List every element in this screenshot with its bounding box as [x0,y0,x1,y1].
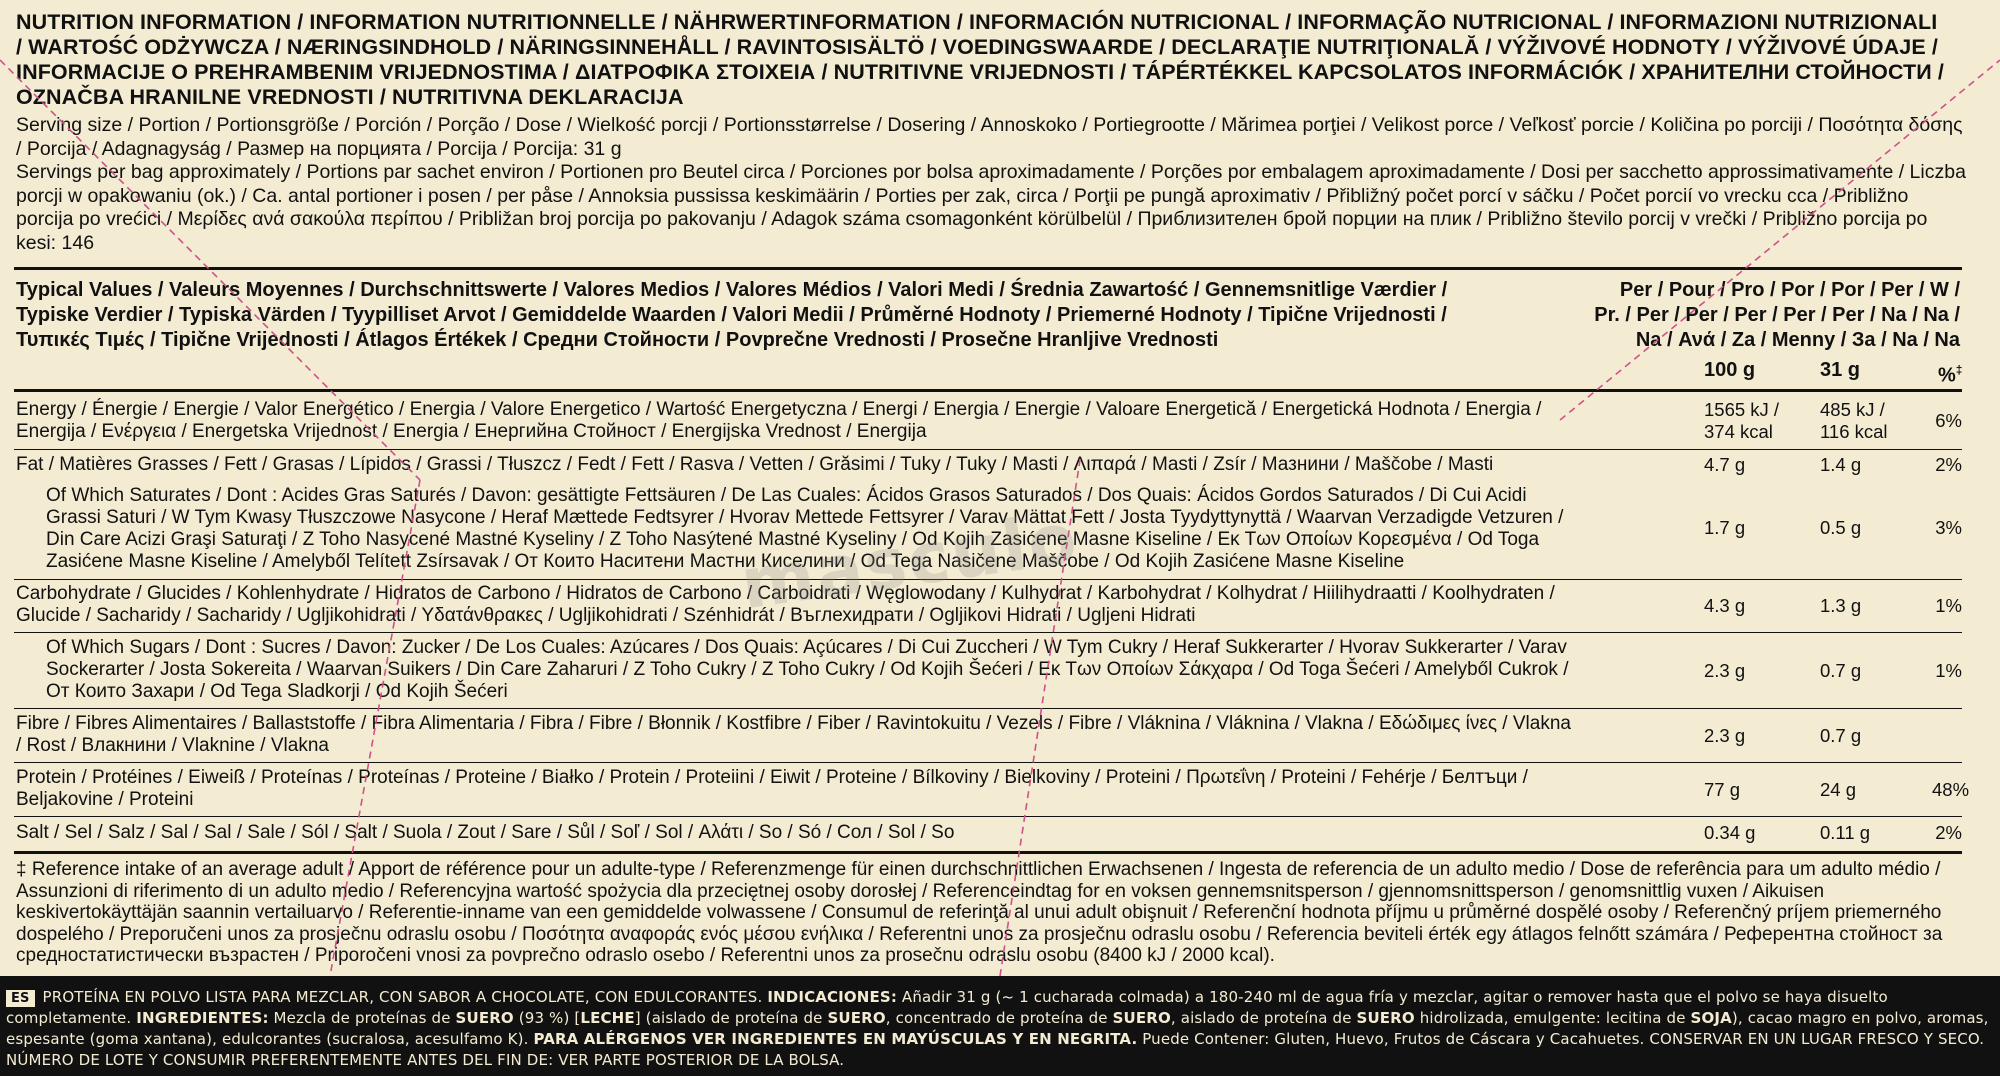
value-31g: 0.5 g [1820,517,1862,538]
value-100g: 4.3 g [1704,595,1746,616]
value-100g: 2.3 g [1704,660,1746,681]
column-header-31g: 31 g [1820,359,1861,381]
nutrient-label: Energy / Énergie / Energie / Valor Energético / Energia / Valore Energetico / Wartość Energetyczna / Energi / Energia / Energie / Valoare Energetică / Energetická Hodnota / Energia / Energija / Ενέργεια / Energetska Vrijednost / Energia / Енергийна Стойност / Energijska Vrednost / Energija [16,399,1542,442]
per-header-line3: Na / Ανά / Za / Menny / За / Na / Na [1635,329,1960,351]
value-100g: 4.7 g [1704,454,1746,475]
value-ri: 48% [1932,779,1970,800]
row-divider [14,708,1962,709]
allergen-suero: SUERO [1356,1009,1415,1027]
divider [14,267,1962,270]
allergen-suero: SUERO [1112,1009,1171,1027]
row-divider [14,762,1962,763]
value-31g: 1.3 g [1820,595,1862,616]
divider [14,389,1962,392]
column-header-ri [1938,358,1962,388]
value-100g: 1.7 g [1704,517,1746,538]
nutrient-label: Fat / Matières Grasses / Fett / Grasas / Lípidos / Grassi / Tłuszcz / Fedt / Fett / Rasva / Vetten / Grăsimi / Tuky / Tuky / Masti / Λιπαρά / Masti / Zsír / Мазнини / Maščobe / Masti [16,454,1494,475]
ri-percent: % [1938,364,1956,387]
allergen-soja: SOJA [1690,1009,1732,1027]
ingredients-part: , aislado de proteína de [1170,1009,1352,1027]
value-31g: 485 kJ / 116 kcal [1820,399,1888,442]
ingredients-label: INGREDIENTES: [136,1009,269,1027]
typical-values-header: Typical Values / Valeurs Moyennes / Durchschnittswerte / Valores Medios / Valores Médios / Valori Medi / Średnia Zawartość / Gennemsnitlige Værdier / Typiske Verdier / Typiska Värden / Tyypilliset Arvot / Gemiddelde Waarden / Valori Medii / Průměrné Hodnoty / Priemerné Hodnoty / Tipične Vrijednosti / Τυπικές Τιμές / Tipične Vrijednosti / Átlagos Értékek / Средни Стойности / Povprečne Vrednosti / Prosečne Hranljive Vrednosti [16,279,1448,351]
per-header [1560,278,1960,353]
value-31g: 0.7 g [1820,660,1862,681]
row-divider [14,449,1962,450]
per-header-line2: Pr. / Per / Per / Per / Per / Per / Na / Na / [1594,304,1960,326]
allergen-suero: SUERO [455,1009,514,1027]
serving-size-text: Serving size / Portion / Portionsgröße / Porción / Porção / Dose / Wielkość porcji / Portionsstørrelse / Dosering / Annoskoko / Portiegrootte / Mărimea porţiei / Velikost porce / Veľkosť porcie / Količina po porciji / Ποσότητα δόσης / Porcija / Adagnagyság / Размер на порцията / Porcija / Porcija: 31 g [16,114,1963,160]
ingredients-part: , concentrado de proteína de [885,1009,1108,1027]
column-header-100g: 100 g [1704,359,1756,381]
allergen-notice: PARA ALÉRGENOS VER INGREDIENTES EN MAYÚSCULAS Y EN NEGRITA. [533,1030,1138,1048]
servings-per-bag-text: Servings per bag approximately / Portions par sachet environ / Portionen pro Beutel circa / Porciones por bolsa aproximadamente / Porções por embalagem aproximadamente / Dosi per sacchetto approssimativamente / Liczba porcji w opakowaniu (ok.) / Ca. antal portioner i posen / per påse / Annoksia pussissa keskimäärin / Porties per zak, circa / Porţii pe pungă aproximativ / Přibližný počet porcí v sáčku / Počet porcií vo vrecku cca / Približno porcija po vrećici / Μερίδες ανά σακούλα περίπου / Približan broj porcija po pakovanju / Adagok száma csomagonként körülbelül / Приблизителен брой порции на плик / Približno število porcij v vrečki / Približno porcija po kesi: 146 [16,161,1966,254]
row-divider [14,816,1962,817]
divider [14,851,1962,854]
value-31g: 24 g [1820,779,1857,800]
value-ri: 2% [1935,822,1962,843]
storage-text: Puede Contener: Gluten, Huevo, Frutos de Cáscara y Cacahuetes. CONSERVAR EN UN LUGAR FRESCO Y SECO. NÚMERO DE LOTE Y CONSUMIR PREFERENTEMENTE ANTES DEL FIN DE: VER PARTE POSTERIOR DE LA BOLSA. [6,1030,1985,1069]
ingredients-part: ), cacao magro en polvo, aromas, espesante (goma xantana), edulcorantes (sucralosa, acesulfamo K). [6,1009,1989,1048]
ingredients-part: Mezcla de proteínas de [273,1009,451,1027]
per-header-line1: Per / Pour / Pro / Por / Por / Per / W / [1619,279,1960,301]
language-badge: ES [6,990,35,1007]
reference-intake-footnote: ‡ Reference intake of an average adult / Apport de référence pour un adulte-type / Referenzmenge für einen durchschnittlichen Erwachsenen / Ingesta de referencia de un adulto medio / Dose de referência para um adulto médio / Assunzioni di riferimento di un adulto medio / Referencyjna wartość spożycia dla przeciętnej osoby dorosłej / Referenceindtag for en voksen gennemsnitsperson / gjennomsnittsperson / genomsnittlig vuxen / Aikuisen keskivertokäyttäjän saannin vertailuarvo / Referentie-inname van een gemiddelde volwassene / Consumul de referinţă al unui adult obişnuit / Referenční hodnota příjmu u průměrné dospělé osoby / Referenčný príjem priemerného dospelého / Preporučeni unos za prosječnu odraslu osobu / Ποσότητα αναφοράς ενός μέσου ενήλικα / Referentni unos za prosječnu odraslu osobu / Referencia beviteli érték egy átlagos felnőtt számára / Референтна стойност за средностатистически възрастен / Priporočeni vnosi za povprečno odraslo osebo / Referentni unos za prosečnu odraslu osobu (8400 kJ / 2000 kcal). [16,859,1943,966]
nutrient-label: Carbohydrate / Glucides / Kohlenhydrate / Hidratos de Carbono / Hidratos de Carbono / Carboidrati / Węglowodany / Kulhydrat / Karbohydrat / Kolhydrat / Hiilihydraatti / Koolhydraten / Glucide / Sacharidy / Sacharidy / Ugljikohidrati / Υδατάνθρακες / Ugljikohidrati / Szénhidrát / Въглехидрати / Ogljikovi Hidrati / Ugljeni Hidrati [16,583,1555,626]
spanish-info-band [0,976,2000,1076]
allergen-suero: SUERO [827,1009,886,1027]
serving-info [16,114,1966,255]
nutrient-label: Protein / Protéines / Eiweiß / Proteínas / Proteínas / Proteine / Białko / Protein / Proteiini / Eiwit / Proteine / Bílkoviny / Bielkoviny / Proteini / Πρωτεΐνη / Proteini / Fehérje / Белтъци / Beljakovine / Proteini [16,767,1528,810]
ingredients-part: (93 %) [ [518,1009,581,1027]
nutrient-label: Salt / Sel / Salz / Sal / Sal / Sale / Sól / Salt / Suola / Zout / Sare / Sůl / Soľ / Sol / Αλάτι / So / Só / Сол / Sol / So [16,822,955,843]
value-31g: 1.4 g [1820,454,1862,475]
product-description: PROTEÍNA EN POLVO LISTA PARA MEZCLAR, CON SABOR A CHOCOLATE, CON EDULCORANTES. [42,988,763,1006]
watermark-logo: masculo [735,496,1084,626]
value-100g: 1565 kJ / 374 kcal [1704,399,1780,442]
value-ri: 1% [1935,660,1962,681]
value-ri: 6% [1935,410,1962,431]
nutrient-label: Fibre / Fibres Alimentaires / Ballaststoffe / Fibra Alimentaria / Fibra / Fibre / Błonnik / Kostfibre / Fiber / Ravintokuitu / Vezels / Fibre / Vláknina / Vláknina / Vlakna / Εδώδιμες ίνες / Vlakna / Rost / Влакнини / Vlaknine / Vlakna [16,713,1571,756]
value-31g: 0.11 g [1820,822,1871,843]
value-ri: 2% [1935,454,1962,475]
allergen-leche: LECHE [580,1009,635,1027]
ingredients-part: ] (aislado de proteína de [634,1009,823,1027]
ingredients-part: hidrolizada, emulgente: lecitina de [1419,1009,1686,1027]
value-100g: 77 g [1704,779,1741,800]
spanish-info-text [6,987,1994,1071]
value-100g: 2.3 g [1704,725,1746,746]
value-ri: 3% [1935,517,1962,538]
value-100g: 0.34 g [1704,822,1756,843]
row-divider [14,632,1962,633]
nutrient-label: Of Which Saturates / Dont : Acides Gras Saturés / Davon: gesättigte Fettsäuren / De Las Cuales: Ácidos Grasos Saturados / Dos Quais: Ácidos Gordos Saturados / Di Cui Acidi Grassi Saturi / W Tym Kwasy Tłuszczowe Nasycone / Heraf Mættede Fedtsyrer / Hvorav Mettede Fettsyrer / Varav Mättat Fett / Josta Tyydyttynyttä / Waarvan Verzadigde Vetzuren / Din Care Acizi Graşi Saturaţi / Z Toho Nasycené Mastné Kyseliny / Z Toho Nasýtené Mastné Kyseliny / Od Kojih Zasićene Masne Kiseline / Εκ Των Οποίων Κορεσμένα / Od Toga Zasićene Masne Kiseline / Amelyből Telített Zsírsavak / От Които Наситени Мастни Киселини / Od Tega Nasičene Maščobe / Od Kojih Zasićene Masne Kiseline [46,485,1564,572]
value-ri: 1% [1935,595,1962,616]
nutrition-title: NUTRITION INFORMATION / INFORMATION NUTRITIONNELLE / NÄHRWERTINFORMATION / INFORMACIÓN NUTRICIONAL / INFORMAÇÃO NUTRICIONAL / INFORMAZIONI NUTRIZIONALI / WARTOŚĆ ODŻYWCZA / NÆRINGSINDHOLD / NÄRINGSINNEHÅLL / RAVINTOSISÄLTÖ / VOEDINGSWAARDE / DECLARAŢIE NUTRIŢIONALĂ / VÝŽIVOVÉ HODNOTY / VÝŽIVOVÉ ÚDAJE / INFORMACIJE O PREHRAMBENIM VRIJEDNOSTIMA / ΔΙΑΤΡΟΦΙΚΑ ΣΤΟΙΧΕΙΑ / NUTRITIVNE VRIJEDNOSTI / TÁPÉRTÉKKEL KAPCSOLATOS INFORMÁCIÓK / ХРАНИТЕЛНИ СТОЙНОСТИ / OZNAČBA HRANILNE VREDNOSTI / NUTRITIVNA DEKLARACIJA [16,10,1944,109]
indications-label: INDICACIONES: [767,988,897,1006]
indications-text: Añadir 31 g (~ 1 cucharada colmada) a 180-240 ml de agua fría y mezclar, agitar o remover hasta que el polvo se haya disuelto completamente. [6,988,1888,1027]
ri-mark: ‡ [1955,363,1963,377]
value-31g: 0.7 g [1820,725,1862,746]
nutrient-label: Of Which Sugars / Dont : Sucres / Davon: Zucker / De Los Cuales: Azúcares / Dos Quais: Açúcares / Di Cui Zuccheri / W Tym Cukry / Heraf Sukkerarter / Hvorav Sukkerarter / Varav Sockerarter / Josta Sokereita / Waarvan Suikers / Din Care Zaharuri / Z Toho Cukry / Z Toho Cukry / Od Kojih Šećeri / Εκ Των Οποίων Σάκχαρα / Od Toga Šećeri / Amelyből Cukrok / От Които Захари / Od Tega Sladkorji / Od Kojih Šećeri [46,637,1569,702]
